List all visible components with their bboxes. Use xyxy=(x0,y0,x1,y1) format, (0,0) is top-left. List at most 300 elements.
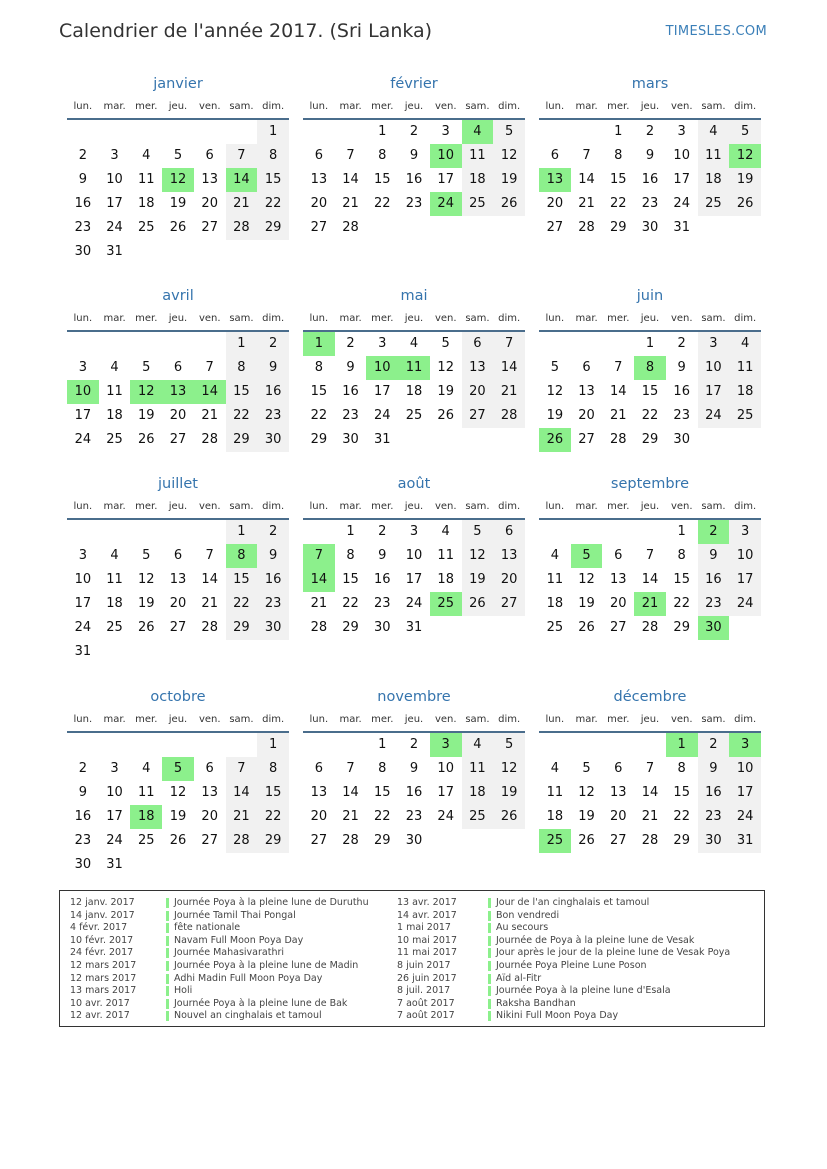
day-cell: 11 xyxy=(138,785,155,800)
legend-date: 12 avr. 2017 xyxy=(70,1010,130,1022)
day-cell: 3 xyxy=(110,761,119,776)
day-cell: 22 xyxy=(374,196,391,211)
day-cell: 27 xyxy=(201,220,218,235)
weekday-label: jeu. xyxy=(168,714,188,725)
day-cell: 20 xyxy=(169,596,187,611)
day-cell: 5 xyxy=(142,548,151,563)
day-cell: 5 xyxy=(493,120,525,144)
month-3 xyxy=(539,72,761,264)
day-cell: 18 xyxy=(138,196,155,211)
weekday-label: ven. xyxy=(434,714,457,725)
day-cell: 28 xyxy=(641,620,659,635)
day-cell: 28 xyxy=(226,829,258,853)
holiday-day-cell: 8 xyxy=(634,356,666,380)
day-cell: 19 xyxy=(578,809,595,824)
month-name: août xyxy=(397,476,431,492)
day-cell: 29 xyxy=(374,833,391,848)
weekday-label: sam. xyxy=(229,714,254,725)
day-cell: 30 xyxy=(698,829,730,853)
day-cell: 16 xyxy=(374,572,391,587)
day-cell: 1 xyxy=(378,124,387,139)
legend-holiday-name: Nikini Full Moon Poya Day xyxy=(496,1010,619,1022)
holiday-day-cell: 21 xyxy=(634,592,666,616)
holiday-day-cell: 14 xyxy=(226,168,258,192)
holiday-color-swatch xyxy=(488,974,491,984)
weekday-label: mer. xyxy=(607,101,630,112)
day-cell: 23 xyxy=(405,196,423,211)
month-name: juillet xyxy=(158,476,198,492)
day-cell: 22 xyxy=(342,596,359,611)
day-cell: 28 xyxy=(310,620,328,635)
weekday-label: ven. xyxy=(670,714,693,725)
day-cell: 12 xyxy=(578,785,595,800)
day-cell: 5 xyxy=(142,360,151,375)
holiday-color-swatch xyxy=(166,974,169,984)
legend-date: 26 juin 2017 xyxy=(397,972,457,984)
day-cell: 31 xyxy=(106,244,123,259)
brand-link[interactable]: TIMESLES.COM xyxy=(665,24,767,39)
weekday-label: jeu. xyxy=(168,501,188,512)
day-cell: 6 xyxy=(462,332,494,356)
month-name: avril xyxy=(162,288,194,304)
day-cell: 9 xyxy=(409,761,419,776)
day-cell: 8 xyxy=(257,144,289,168)
weekday-label: lun. xyxy=(309,501,329,512)
day-cell: 21 xyxy=(342,809,359,824)
day-cell: 26 xyxy=(169,220,187,235)
day-cell: 1 xyxy=(257,733,289,757)
day-cell: 8 xyxy=(378,148,387,163)
holiday-color-swatch xyxy=(166,948,169,958)
weekday-label: sam. xyxy=(229,101,254,112)
day-grid xyxy=(539,120,761,264)
day-cell: 4 xyxy=(550,548,559,563)
legend-holiday-name: Journée Mahasivarathri xyxy=(174,947,285,959)
weekday-label: dim. xyxy=(734,101,757,112)
day-cell: 6 xyxy=(493,520,525,544)
weekday-label: mar. xyxy=(103,714,126,725)
day-cell: 23 xyxy=(698,805,730,829)
month-5 xyxy=(303,284,525,476)
legend-holiday-name: Raksha Bandhan xyxy=(496,997,576,1009)
day-cell: 21 xyxy=(226,805,258,829)
day-cell: 12 xyxy=(578,572,595,587)
day-cell: 16 xyxy=(74,809,92,824)
day-grid xyxy=(67,120,289,264)
day-cell: 20 xyxy=(310,196,328,211)
day-cell: 10 xyxy=(405,548,423,563)
legend-date: 13 avr. 2017 xyxy=(397,897,457,908)
day-cell: 7 xyxy=(493,332,525,356)
day-cell: 28 xyxy=(493,404,525,428)
day-cell: 25 xyxy=(729,404,761,428)
holiday-day-cell: 13 xyxy=(162,380,194,404)
day-cell: 16 xyxy=(257,568,289,592)
weekday-label: lun. xyxy=(73,101,93,112)
holiday-day-cell: 7 xyxy=(303,544,335,568)
day-grid xyxy=(539,733,761,877)
day-cell: 15 xyxy=(257,781,289,805)
holiday-day-cell: 8 xyxy=(226,544,258,568)
day-cell: 22 xyxy=(610,196,627,211)
day-cell: 12 xyxy=(493,757,525,781)
day-cell: 4 xyxy=(409,336,419,351)
day-cell: 21 xyxy=(342,196,359,211)
holiday-color-swatch xyxy=(488,936,491,946)
day-cell: 11 xyxy=(138,172,155,187)
weekday-label: dim. xyxy=(734,714,757,725)
day-cell: 16 xyxy=(641,172,659,187)
weekday-label: mer. xyxy=(607,714,630,725)
day-cell: 1 xyxy=(257,120,289,144)
day-cell: 26 xyxy=(138,620,155,635)
weekday-label: mar. xyxy=(339,313,362,324)
legend-holiday-name: Journée Poya à la pleine lune de Duruthu xyxy=(174,897,369,908)
day-cell: 9 xyxy=(78,172,87,187)
legend-date: 10 févr. 2017 xyxy=(70,934,134,946)
day-cell: 26 xyxy=(437,408,454,423)
weekday-label: lun. xyxy=(73,501,93,512)
weekday-label: sam. xyxy=(465,501,490,512)
weekday-label: mar. xyxy=(575,101,598,112)
weekday-label: ven. xyxy=(434,313,457,324)
weekday-header xyxy=(67,96,289,120)
day-cell: 22 xyxy=(310,408,328,423)
weekday-label: lun. xyxy=(73,714,93,725)
day-cell: 18 xyxy=(437,572,454,587)
day-cell: 9 xyxy=(645,148,655,163)
legend-date: 4 févr. 2017 xyxy=(70,922,128,934)
weekday-label: mer. xyxy=(607,501,630,512)
day-cell: 27 xyxy=(201,833,218,848)
day-cell: 6 xyxy=(614,761,623,776)
day-cell: 31 xyxy=(405,620,423,635)
holiday-day-cell: 10 xyxy=(366,356,398,380)
weekday-label: lun. xyxy=(545,313,565,324)
holiday-day-cell: 25 xyxy=(539,829,571,853)
legend-date: 13 mars 2017 xyxy=(70,985,137,997)
day-cell: 6 xyxy=(582,360,591,375)
day-cell: 4 xyxy=(142,761,151,776)
weekday-label: sam. xyxy=(701,501,726,512)
day-cell: 14 xyxy=(641,785,659,800)
day-cell: 30 xyxy=(405,833,423,848)
day-cell: 15 xyxy=(374,172,391,187)
legend-holiday-name: Journée de Poya à la pleine lune de Vesak xyxy=(496,934,695,946)
day-cell: 7 xyxy=(226,144,258,168)
day-cell: 24 xyxy=(405,596,423,611)
holiday-day-cell: 1 xyxy=(666,733,698,757)
day-cell: 11 xyxy=(462,144,494,168)
day-cell: 4 xyxy=(698,120,730,144)
legend-holiday-name: Aïd al-Fitr xyxy=(496,972,542,984)
day-cell: 3 xyxy=(441,124,450,139)
day-cell: 16 xyxy=(698,568,730,592)
day-cell: 17 xyxy=(106,809,123,824)
day-cell: 16 xyxy=(257,380,289,404)
day-cell: 4 xyxy=(110,548,119,563)
day-cell: 9 xyxy=(78,785,87,800)
day-cell: 29 xyxy=(673,620,690,635)
day-cell: 6 xyxy=(205,761,214,776)
legend-holiday-name: Bon vendredi xyxy=(496,909,560,921)
weekday-label: jeu. xyxy=(640,313,660,324)
day-cell: 13 xyxy=(610,572,627,587)
weekday-label: sam. xyxy=(701,101,726,112)
day-cell: 14 xyxy=(493,356,525,380)
day-cell: 19 xyxy=(462,568,494,592)
legend-date: 12 janv. 2017 xyxy=(70,897,135,908)
weekday-label: mar. xyxy=(339,501,362,512)
legend-date: 24 févr. 2017 xyxy=(70,947,134,959)
day-cell: 12 xyxy=(462,544,494,568)
day-cell: 9 xyxy=(346,360,355,375)
month-name: décembre xyxy=(613,689,687,705)
day-cell: 21 xyxy=(610,408,627,423)
holiday-day-cell: 30 xyxy=(698,616,730,640)
day-cell: 25 xyxy=(138,220,155,235)
holiday-day-cell: 14 xyxy=(194,380,226,404)
weekday-label: lun. xyxy=(309,101,329,112)
legend-holiday-name: Au secours xyxy=(496,922,549,934)
day-cell: 28 xyxy=(201,432,218,447)
weekday-label: mer. xyxy=(607,313,630,324)
day-cell: 18 xyxy=(106,408,123,423)
day-cell: 9 xyxy=(698,757,730,781)
day-cell: 4 xyxy=(441,524,450,539)
day-cell: 14 xyxy=(641,572,659,587)
day-cell: 11 xyxy=(106,572,123,587)
weekday-label: lun. xyxy=(309,313,329,324)
weekday-label: ven. xyxy=(670,501,693,512)
day-cell: 29 xyxy=(257,829,289,853)
legend-date: 14 janv. 2017 xyxy=(70,909,135,921)
day-cell: 26 xyxy=(729,192,761,216)
holiday-color-swatch xyxy=(488,923,491,933)
weekday-label: jeu. xyxy=(168,101,188,112)
day-cell: 7 xyxy=(205,360,214,375)
month-10 xyxy=(67,685,289,877)
day-cell: 8 xyxy=(614,148,623,163)
weekday-label: sam. xyxy=(701,714,726,725)
day-cell: 27 xyxy=(310,220,328,235)
weekday-label: sam. xyxy=(465,313,490,324)
day-cell: 24 xyxy=(437,809,454,824)
legend-date: 8 juil. 2017 xyxy=(397,985,451,997)
day-cell: 30 xyxy=(74,244,92,259)
day-cell: 19 xyxy=(437,384,454,399)
day-cell: 30 xyxy=(673,432,690,447)
legend-holiday-name: Navam Full Moon Poya Day xyxy=(174,934,304,946)
day-cell: 21 xyxy=(493,380,525,404)
day-cell: 20 xyxy=(610,809,627,824)
day-cell: 10 xyxy=(729,544,761,568)
day-cell: 1 xyxy=(677,524,686,539)
day-cell: 26 xyxy=(578,833,595,848)
month-name: mai xyxy=(400,288,428,304)
holiday-day-cell: 26 xyxy=(539,428,571,452)
day-cell: 7 xyxy=(645,761,655,776)
day-cell: 20 xyxy=(610,596,627,611)
holiday-day-cell: 11 xyxy=(398,356,430,380)
day-cell: 11 xyxy=(546,785,564,800)
day-cell: 22 xyxy=(257,805,289,829)
day-cell: 6 xyxy=(173,548,183,563)
day-cell: 19 xyxy=(138,596,155,611)
day-cell: 20 xyxy=(169,408,187,423)
day-cell: 2 xyxy=(409,124,419,139)
day-cell: 15 xyxy=(226,568,258,592)
day-cell: 6 xyxy=(314,148,323,163)
weekday-label: mar. xyxy=(103,313,126,324)
holiday-color-swatch xyxy=(166,986,169,996)
day-cell: 10 xyxy=(106,785,123,800)
weekday-label: ven. xyxy=(670,313,693,324)
weekday-label: mar. xyxy=(339,714,362,725)
day-cell: 19 xyxy=(169,809,187,824)
weekday-label: ven. xyxy=(434,101,457,112)
day-cell: 1 xyxy=(226,520,258,544)
month-name: février xyxy=(390,76,438,92)
day-cell: 29 xyxy=(610,220,627,235)
legend-holiday-name: Adhi Madin Full Moon Poya Day xyxy=(174,972,323,984)
day-cell: 15 xyxy=(673,572,690,587)
day-cell: 31 xyxy=(673,220,690,235)
weekday-label: lun. xyxy=(545,501,565,512)
day-cell: 10 xyxy=(698,356,730,380)
page-title: Calendrier de l'année 2017. (Sri Lanka) xyxy=(59,20,433,42)
day-cell: 8 xyxy=(677,548,686,563)
day-cell: 24 xyxy=(698,404,730,428)
weekday-label: mer. xyxy=(371,501,394,512)
holiday-color-swatch xyxy=(166,1011,169,1021)
day-cell: 5 xyxy=(550,360,559,375)
day-cell: 1 xyxy=(226,332,258,356)
day-cell: 2 xyxy=(257,520,289,544)
day-cell: 28 xyxy=(610,432,627,447)
day-cell: 12 xyxy=(546,384,564,399)
day-cell: 30 xyxy=(74,857,92,872)
holiday-legend xyxy=(59,890,765,1027)
day-cell: 10 xyxy=(106,172,123,187)
day-cell: 19 xyxy=(169,196,187,211)
day-grid xyxy=(67,520,289,664)
holiday-day-cell: 3 xyxy=(430,733,462,757)
weekday-label: mar. xyxy=(575,313,598,324)
weekday-label: lun. xyxy=(73,313,93,324)
legend-date: 12 mars 2017 xyxy=(70,972,137,984)
day-cell: 23 xyxy=(257,592,289,616)
day-cell: 30 xyxy=(257,616,289,640)
day-cell: 14 xyxy=(342,785,359,800)
month-6 xyxy=(539,284,761,476)
day-cell: 15 xyxy=(673,785,690,800)
legend-date: 10 avr. 2017 xyxy=(70,997,130,1009)
day-grid xyxy=(303,733,525,877)
day-cell: 29 xyxy=(310,432,328,447)
day-cell: 23 xyxy=(698,592,730,616)
weekday-label: mer. xyxy=(135,101,158,112)
day-cell: 13 xyxy=(610,785,627,800)
day-cell: 18 xyxy=(546,596,564,611)
day-cell: 24 xyxy=(673,196,690,211)
day-cell: 15 xyxy=(374,785,391,800)
day-cell: 3 xyxy=(78,548,87,563)
day-cell: 7 xyxy=(614,360,623,375)
day-cell: 27 xyxy=(169,620,187,635)
weekday-label: jeu. xyxy=(640,501,660,512)
weekday-label: jeu. xyxy=(640,101,660,112)
weekday-label: mer. xyxy=(135,501,158,512)
day-cell: 1 xyxy=(378,737,387,752)
weekday-label: mer. xyxy=(371,313,394,324)
legend-date: 7 août 2017 xyxy=(397,1010,455,1022)
day-cell: 19 xyxy=(493,168,525,192)
day-cell: 12 xyxy=(169,785,187,800)
day-cell: 18 xyxy=(462,781,494,805)
day-cell: 3 xyxy=(378,336,387,351)
day-cell: 11 xyxy=(729,356,761,380)
day-cell: 15 xyxy=(226,380,258,404)
day-cell: 23 xyxy=(405,809,423,824)
legend-holiday-name: Holi xyxy=(174,985,193,997)
weekday-label: mer. xyxy=(371,101,394,112)
weekday-header xyxy=(67,308,289,332)
day-cell: 16 xyxy=(74,196,92,211)
weekday-header xyxy=(67,709,289,733)
day-cell: 28 xyxy=(226,216,258,240)
day-cell: 4 xyxy=(550,761,559,776)
day-cell: 23 xyxy=(673,408,690,423)
day-cell: 14 xyxy=(201,572,218,587)
day-cell: 2 xyxy=(78,761,87,776)
legend-holiday-name: Journée Tamil Thai Pongal xyxy=(174,909,296,921)
weekday-label: mer. xyxy=(135,313,158,324)
day-cell: 9 xyxy=(677,360,686,375)
weekday-header xyxy=(303,709,525,733)
holiday-day-cell: 5 xyxy=(162,757,194,781)
day-cell: 15 xyxy=(342,572,359,587)
day-cell: 25 xyxy=(462,805,494,829)
holiday-color-swatch xyxy=(488,911,491,921)
day-cell: 14 xyxy=(226,781,258,805)
day-cell: 2 xyxy=(78,148,87,163)
day-cell: 24 xyxy=(729,805,761,829)
day-cell: 11 xyxy=(106,384,123,399)
day-cell: 30 xyxy=(641,220,659,235)
holiday-day-cell: 18 xyxy=(130,805,162,829)
day-cell: 7 xyxy=(645,548,655,563)
weekday-label: mar. xyxy=(103,501,126,512)
weekday-label: dim. xyxy=(262,501,285,512)
day-cell: 19 xyxy=(578,596,595,611)
day-cell: 7 xyxy=(346,148,355,163)
weekday-label: ven. xyxy=(198,101,221,112)
day-cell: 8 xyxy=(378,761,387,776)
day-cell: 17 xyxy=(74,596,92,611)
day-cell: 2 xyxy=(677,336,686,351)
day-cell: 1 xyxy=(346,524,355,539)
day-cell: 15 xyxy=(257,168,289,192)
day-cell: 4 xyxy=(142,148,151,163)
weekday-label: dim. xyxy=(262,714,285,725)
legend-holiday-name: Journée Poya à la pleine lune d'Esala xyxy=(496,985,671,997)
legend-holiday-name: fête nationale xyxy=(174,922,241,934)
day-cell: 22 xyxy=(673,596,690,611)
holiday-day-cell: 1 xyxy=(303,332,335,356)
day-cell: 18 xyxy=(462,168,494,192)
day-cell: 6 xyxy=(550,148,559,163)
